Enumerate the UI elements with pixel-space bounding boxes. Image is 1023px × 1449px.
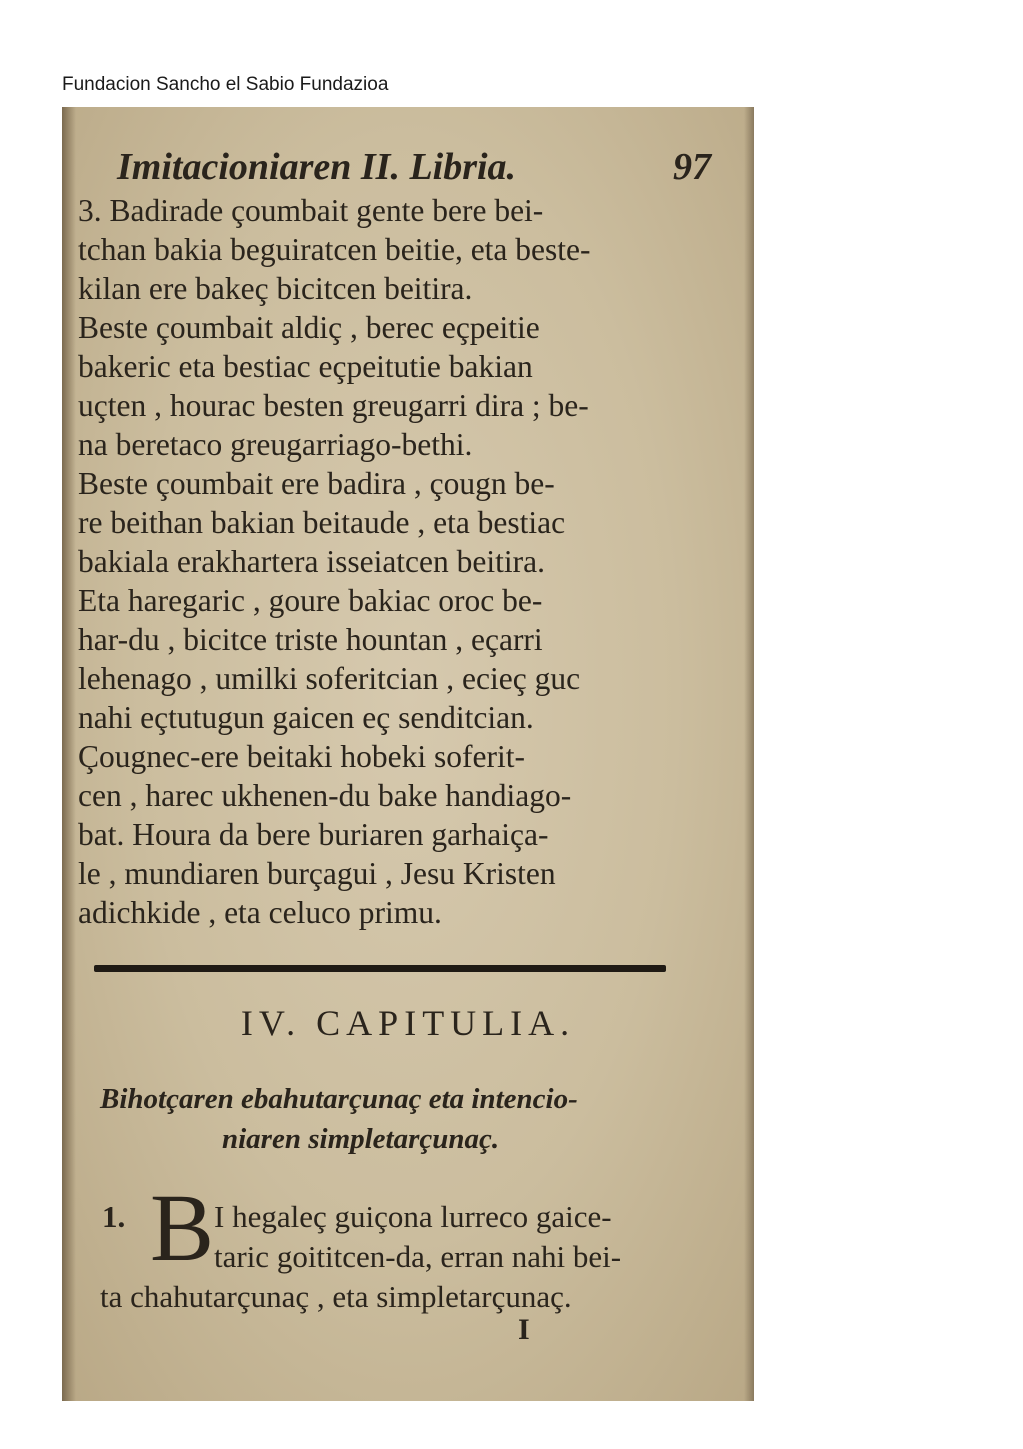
text-line: Eta haregaric , goure bakiac oroc be- (78, 583, 543, 618)
text-line: re beithan bakian beitaude , eta bestiac (78, 505, 566, 540)
chapter-first-paragraph (100, 1174, 700, 1317)
text-line: 3. Badirade çoumbait gente bere bei- (78, 193, 544, 228)
text-line: nahi eçtutugun gaicen eç senditcian. (78, 700, 534, 735)
signature-mark: I (518, 1313, 530, 1346)
paragraph-number: 1. (102, 1199, 126, 1234)
archive-watermark: Fundacion Sancho el Sabio Fundazioa (62, 74, 389, 95)
text-line: Beste çoumbait aldiç , berec eçpeitie (78, 310, 540, 345)
text-line: Çougnec-ere beitaki hobeki soferit- (78, 739, 525, 774)
page-number: 97 (673, 146, 711, 188)
running-head (117, 145, 717, 189)
section-rule (94, 965, 666, 972)
subtitle-line: Bihotçaren ebahutarçunaç eta intencio- (100, 1083, 578, 1115)
text-line: le , mundiaren burçagui , Jesu Kristen (78, 856, 556, 891)
text-line: bakiala erakhartera isseiatcen beitira. (78, 544, 545, 579)
text-line: bat. Houra da bere buriaren garhaiça- (78, 817, 549, 852)
text-line: har-du , bicitce triste hountan , eçarri (78, 622, 543, 657)
text-line: uçten , hourac besten greugarri dira ; be- (78, 388, 589, 423)
text-line: I hegaleç guiçona lurreco gaice- (214, 1199, 612, 1234)
text-line: na beretaco greugarriago-bethi. (78, 427, 473, 462)
text-line: adichkide , eta celuco primu. (78, 895, 442, 930)
text-line: bakeric eta bestiac eçpeitutie bakian (78, 349, 533, 384)
text-line: kilan ere bakeç bicitcen beitira. (78, 271, 473, 306)
text-line: Beste çoumbait ere badira , çougn be- (78, 466, 555, 501)
chapter-subtitle (100, 1079, 700, 1159)
body-text (78, 191, 678, 932)
text-line: lehenago , umilki soferitcian , ecieç guc (78, 661, 581, 696)
scanned-page (62, 107, 754, 1401)
chapter-heading: IV. CAPITULIA. (240, 1003, 576, 1043)
subtitle-line: niaren simpletarçunaç. (222, 1123, 500, 1155)
drop-cap: B (150, 1174, 215, 1281)
text-line: taric goititcen-da, erran nahi bei- (214, 1239, 622, 1274)
text-line: tchan bakia beguiratcen beitie, eta beste- (78, 232, 591, 267)
text-line: cen , harec ukhenen-du bake handiago- (78, 778, 572, 813)
text-line: ta chahutarçunaç , eta simpletarçunaç. (100, 1279, 572, 1314)
running-head-title: Imitacioniaren II. Libria. (117, 146, 517, 188)
